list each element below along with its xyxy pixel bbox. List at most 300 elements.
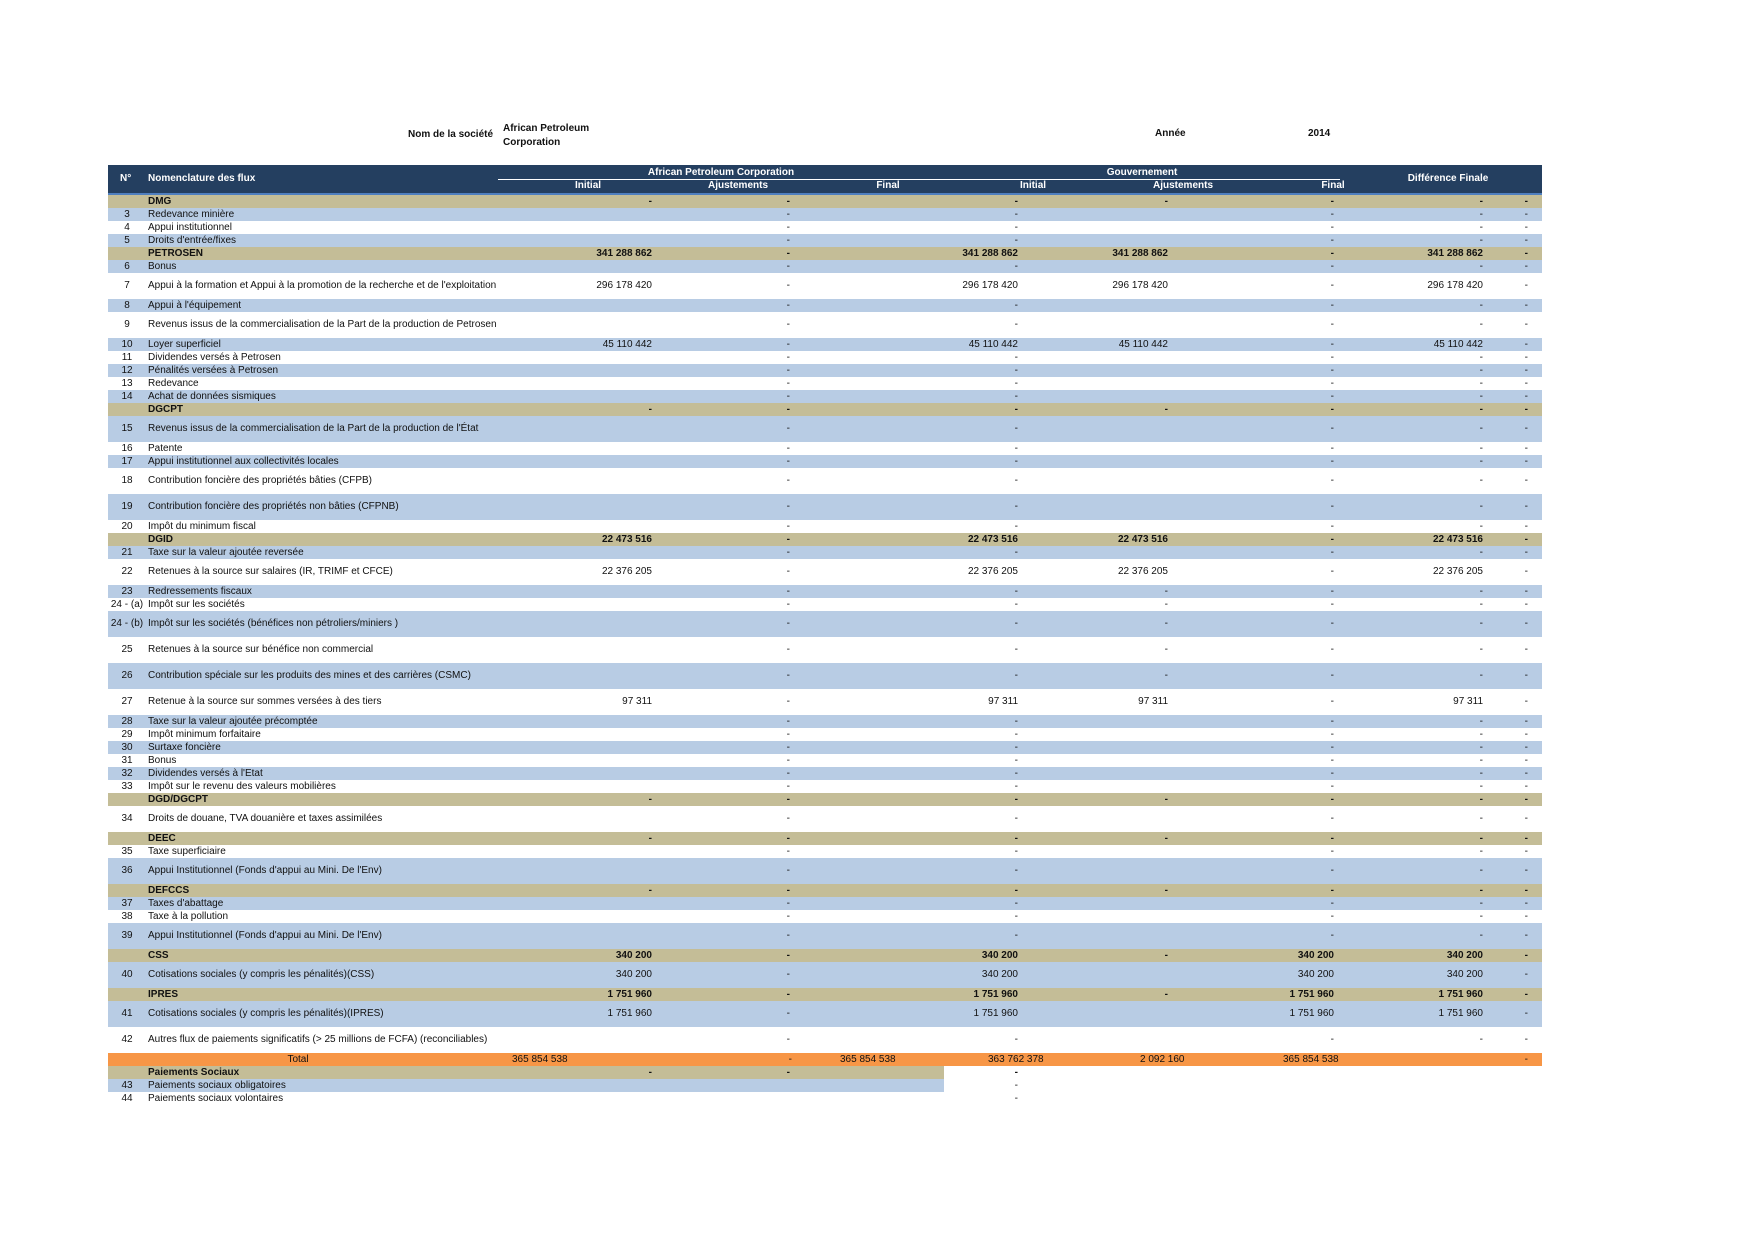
- cell-gov-ajustements: -: [1330, 566, 1334, 577]
- row-label: Taxe à la pollution: [148, 910, 229, 922]
- cell-difference-finale: -: [1524, 1008, 1528, 1019]
- cell-difference-finale: -: [1524, 793, 1528, 805]
- row-label: Appui à la formation et Appui à la promotion de la recherche et de l'exploitation: [148, 280, 497, 291]
- cell-gov-final: -: [1479, 754, 1483, 766]
- cell-gov-final: -: [1479, 598, 1483, 610]
- cell-difference-finale: -: [1524, 423, 1528, 434]
- cell-company-final: 365 854 538: [840, 1053, 896, 1065]
- cell-difference-finale: -: [1524, 566, 1528, 577]
- cell-gov-ajustements: -: [1330, 319, 1334, 330]
- row-label: Retenues à la source sur salaires (IR, TRIMF et CFCE): [148, 566, 393, 577]
- table-row: [108, 845, 1542, 858]
- cell-company-ajustements: -: [786, 234, 790, 246]
- table-row: [108, 754, 1542, 767]
- cell-gov-final: -: [1479, 299, 1483, 311]
- row-number: 12: [121, 364, 133, 376]
- cell-gov-initial: 22 376 205: [1117, 566, 1168, 577]
- row-label: Retenue à la source sur sommes versées à des tiers: [148, 696, 382, 707]
- cell-company-ajustements: -: [786, 533, 790, 545]
- row-number: 38: [121, 910, 133, 922]
- cell-company-ajustements: -: [786, 644, 790, 655]
- table-row: [108, 208, 1542, 221]
- cell-company-final: -: [1014, 585, 1018, 597]
- cell-company-initial: 45 110 442: [602, 338, 652, 350]
- cell-gov-ajustements: -: [1330, 754, 1334, 766]
- cell-gov-final: -: [1479, 910, 1483, 922]
- row-label: Appui à l'équipement: [148, 299, 242, 311]
- cell-difference-finale: -: [1524, 715, 1528, 727]
- cell-company-final: -: [1014, 741, 1018, 753]
- cell-gov-ajustements: -: [1330, 696, 1334, 707]
- table-row: [108, 299, 1542, 312]
- cell-company-final: -: [1014, 1034, 1018, 1045]
- header-company-ajustements: Ajustements: [707, 180, 768, 191]
- cell-company-initial: 340 200: [615, 969, 652, 980]
- cell-gov-final: -: [1479, 1034, 1483, 1045]
- row-number: 22: [121, 566, 133, 577]
- row-label: Taxe superficiaire: [148, 845, 226, 857]
- year-label: Année: [1155, 128, 1186, 139]
- cell-gov-ajustements: -: [1330, 715, 1334, 727]
- row-number: 18: [121, 475, 133, 486]
- table-body: [108, 195, 1542, 1105]
- cell-gov-final: -: [1479, 832, 1483, 844]
- cell-company-initial: -: [648, 793, 652, 805]
- row-label: CSS: [148, 949, 169, 961]
- section-row: [108, 884, 1542, 897]
- cell-difference-finale: -: [1524, 338, 1528, 350]
- table-row: [108, 520, 1542, 533]
- cell-difference-finale: -: [1524, 247, 1528, 259]
- cell-company-final: -: [1014, 897, 1018, 909]
- row-number: 15: [121, 423, 133, 434]
- row-number: 25: [121, 644, 133, 655]
- header-gov-ajustements: Ajustements: [1152, 180, 1213, 191]
- table-row: [108, 351, 1542, 364]
- cell-difference-finale: -: [1524, 670, 1528, 681]
- row-number: 33: [121, 780, 133, 792]
- cell-company-ajustements: -: [786, 865, 790, 876]
- cell-company-ajustements: -: [786, 195, 790, 207]
- row-label: Total: [287, 1053, 309, 1065]
- cell-gov-ajustements: -: [1330, 546, 1334, 558]
- row-number: 23: [121, 585, 133, 597]
- table-row: [108, 416, 1542, 442]
- company-label: Nom de la société: [408, 129, 494, 140]
- cell-company-final: -: [1014, 832, 1018, 844]
- cell-difference-finale: -: [1524, 234, 1528, 246]
- cell-gov-initial: -: [1164, 884, 1168, 896]
- cell-difference-finale: -: [1524, 585, 1528, 597]
- row-label: Bonus: [148, 754, 177, 766]
- cell-company-ajustements: -: [786, 585, 790, 597]
- cell-company-ajustements: -: [786, 299, 790, 311]
- cell-company-ajustements: -: [786, 949, 790, 961]
- cell-company-ajustements: -: [786, 793, 790, 805]
- row-number: 28: [121, 715, 133, 727]
- table-row: [108, 611, 1542, 637]
- cell-gov-ajustements: -: [1330, 670, 1334, 681]
- cell-difference-finale: -: [1524, 390, 1528, 402]
- cell-company-ajustements: -: [786, 247, 790, 259]
- cell-difference-finale: -: [1524, 533, 1528, 545]
- table-row: [108, 234, 1542, 247]
- cell-gov-final: -: [1479, 403, 1483, 415]
- cell-difference-finale: -: [1524, 364, 1528, 376]
- cell-gov-ajustements: -: [1330, 930, 1334, 941]
- row-number: 11: [121, 351, 133, 363]
- cell-company-ajustements: -: [786, 1008, 790, 1019]
- cell-gov-ajustements: -: [1330, 390, 1334, 402]
- header-group-company: African Petroleum Corporation: [498, 167, 944, 180]
- cell-company-final: -: [1014, 754, 1018, 766]
- cell-company-initial: -: [648, 1066, 652, 1078]
- cell-company-final: -: [1014, 618, 1018, 629]
- cell-difference-finale: -: [1524, 546, 1528, 558]
- cell-company-final: 97 311: [988, 696, 1018, 707]
- cell-gov-final: 45 110 442: [1433, 338, 1483, 350]
- cell-gov-initial: -: [1164, 644, 1168, 655]
- cell-gov-ajustements: -: [1330, 501, 1334, 512]
- cell-difference-finale: -: [1524, 455, 1528, 467]
- cell-company-ajustements: -: [786, 501, 790, 512]
- row-number: 42: [121, 1034, 133, 1045]
- cell-gov-final: -: [1479, 195, 1483, 207]
- cell-gov-ajustements: -: [1330, 780, 1334, 792]
- cell-difference-finale: -: [1524, 618, 1528, 629]
- section-row: [108, 195, 1542, 208]
- cell-company-initial: 341 288 862: [596, 247, 652, 259]
- row-label: Contribution foncière des propriétés bâties (CFPB): [148, 475, 372, 486]
- cell-company-ajustements: -: [786, 969, 790, 980]
- cell-company-ajustements: -: [786, 618, 790, 629]
- cell-company-ajustements: -: [786, 741, 790, 753]
- row-label: Redressements fiscaux: [148, 585, 252, 597]
- row-number: 19: [121, 501, 133, 512]
- row-number: 31: [121, 754, 133, 766]
- cell-company-final: -: [1014, 195, 1018, 207]
- cell-company-ajustements: -: [786, 338, 790, 350]
- row-number: 40: [121, 969, 133, 980]
- table-row: [108, 858, 1542, 884]
- row-number: 37: [121, 897, 133, 909]
- row-label: Dividendes versés à l'Etat: [148, 767, 263, 779]
- year-value: 2014: [1308, 128, 1331, 139]
- cell-company-initial: 1 751 960: [607, 1008, 652, 1019]
- cell-company-ajustements: -: [786, 403, 790, 415]
- row-label: Impôt sur les sociétés: [148, 598, 245, 610]
- cell-difference-finale: -: [1524, 969, 1528, 980]
- cell-difference-finale: -: [1524, 221, 1528, 233]
- cell-gov-ajustements: 1 751 960: [1289, 988, 1334, 1000]
- row-label: Impôt sur le revenu des valeurs mobilières: [148, 780, 336, 792]
- cell-gov-initial: 341 288 862: [1112, 247, 1168, 259]
- cell-company-ajustements: -: [786, 754, 790, 766]
- cell-company-final: 1 751 960: [973, 988, 1018, 1000]
- cell-company-ajustements: -: [786, 1066, 790, 1078]
- cell-company-final: -: [1014, 299, 1018, 311]
- cell-gov-final: 1 751 960: [1438, 988, 1483, 1000]
- cell-company-ajustements: -: [786, 475, 790, 486]
- cell-company-initial: 22 473 516: [601, 533, 652, 545]
- cell-gov-initial: -: [1164, 949, 1168, 961]
- cell-company-final: -: [1014, 319, 1018, 330]
- cell-company-final: -: [1014, 1066, 1018, 1078]
- cell-difference-finale: -: [1524, 475, 1528, 486]
- section-row: [108, 1066, 1542, 1079]
- row-label: Pénalités versées à Petrosen: [148, 364, 279, 376]
- cell-company-ajustements: -: [786, 670, 790, 681]
- row-label: Contribution spéciale sur les produits des mines et des carrières (CSMC): [148, 670, 471, 681]
- cell-company-final: -: [1014, 377, 1018, 389]
- cell-difference-finale: -: [1524, 832, 1528, 844]
- row-label: DEEC: [148, 832, 176, 844]
- cell-difference-finale: -: [1524, 520, 1528, 532]
- cell-company-final: 340 200: [981, 969, 1018, 980]
- section-row: [108, 988, 1542, 1001]
- cell-difference-finale: -: [1524, 208, 1528, 220]
- cell-company-initial: -: [648, 884, 652, 896]
- cell-gov-final: -: [1479, 423, 1483, 434]
- cell-gov-initial: 296 178 420: [1112, 280, 1168, 291]
- cell-gov-initial: -: [1164, 403, 1168, 415]
- cell-company-final: -: [1014, 780, 1018, 792]
- row-number: 24 - (a): [110, 598, 144, 610]
- cell-company-final: -: [1014, 221, 1018, 233]
- cell-company-final: -: [1014, 845, 1018, 857]
- cell-difference-finale: -: [1524, 1034, 1528, 1045]
- cell-gov-ajustements: -: [1330, 865, 1334, 876]
- cell-company-final: -: [1014, 1079, 1018, 1091]
- cell-company-ajustements: -: [786, 884, 790, 896]
- row-number: 21: [121, 546, 133, 558]
- table-row: [108, 455, 1542, 468]
- cell-company-final: -: [1014, 546, 1018, 558]
- cell-difference-finale: -: [1524, 988, 1528, 1000]
- row-label: Appui Institutionnel (Fonds d'appui au Mini. De l'Env): [148, 865, 382, 876]
- cell-company-final: -: [1014, 598, 1018, 610]
- cell-gov-initial: -: [1164, 793, 1168, 805]
- cell-company-initial: 365 854 538: [512, 1053, 568, 1065]
- cell-gov-final: -: [1479, 780, 1483, 792]
- cell-company-final: -: [1014, 390, 1018, 402]
- cell-gov-final: 365 854 538: [1283, 1053, 1339, 1065]
- row-number: 10: [121, 338, 133, 350]
- cell-gov-ajustements: -: [1330, 832, 1334, 844]
- row-label: DGID: [148, 533, 173, 545]
- cell-company-ajustements: -: [786, 715, 790, 727]
- row-label: Bonus: [148, 260, 177, 272]
- cell-gov-ajustements: -: [1330, 845, 1334, 857]
- table-row: [108, 1001, 1542, 1027]
- cell-company-final: -: [1014, 475, 1018, 486]
- cell-company-ajustements: -: [788, 1053, 792, 1065]
- table-row: [108, 364, 1542, 377]
- cell-company-ajustements: -: [786, 780, 790, 792]
- cell-difference-finale: -: [1524, 728, 1528, 740]
- table-row: [108, 585, 1542, 598]
- row-label: Patente: [148, 442, 183, 454]
- row-number: 7: [124, 280, 130, 291]
- table-row: [108, 637, 1542, 663]
- table-row: [108, 377, 1542, 390]
- cell-company-ajustements: -: [786, 728, 790, 740]
- cell-company-final: 340 200: [981, 949, 1018, 961]
- row-number: 34: [121, 813, 133, 824]
- cell-gov-ajustements: -: [1330, 644, 1334, 655]
- row-label: DMG: [148, 195, 172, 207]
- header-difference: Différence Finale: [1407, 173, 1489, 184]
- row-label: Dividendes versés à Petrosen: [148, 351, 281, 363]
- cell-difference-finale: -: [1524, 949, 1528, 961]
- row-number: 44: [121, 1092, 133, 1104]
- cell-company-final: 45 110 442: [968, 338, 1018, 350]
- row-label: Impôt du minimum fiscal: [148, 520, 256, 532]
- row-number: 20: [121, 520, 133, 532]
- cell-company-final: -: [1014, 364, 1018, 376]
- table-row: [108, 897, 1542, 910]
- cell-difference-finale: -: [1524, 501, 1528, 512]
- table-row: [108, 767, 1542, 780]
- cell-gov-initial: 97 311: [1138, 696, 1168, 707]
- cell-gov-final: 97 311: [1453, 696, 1483, 707]
- cell-company-final: -: [1014, 715, 1018, 727]
- table-row: [108, 442, 1542, 455]
- cell-company-ajustements: -: [786, 696, 790, 707]
- cell-gov-initial: -: [1164, 598, 1168, 610]
- cell-company-ajustements: -: [786, 455, 790, 467]
- cell-company-final: -: [1014, 644, 1018, 655]
- row-label: Cotisations sociales (y compris les pénalités)(CSS): [148, 969, 375, 980]
- row-label: Taxe sur la valeur ajoutée précomptée: [148, 715, 318, 727]
- cell-company-ajustements: -: [786, 208, 790, 220]
- cell-gov-ajustements: -: [1330, 280, 1334, 291]
- table-row: [108, 312, 1542, 338]
- cell-gov-final: -: [1479, 221, 1483, 233]
- row-number: 36: [121, 865, 133, 876]
- header-num: N°: [120, 173, 132, 184]
- cell-company-ajustements: -: [786, 845, 790, 857]
- cell-company-initial: 97 311: [622, 696, 652, 707]
- cell-company-final: 296 178 420: [962, 280, 1018, 291]
- cell-company-final: 22 376 205: [967, 566, 1018, 577]
- cell-gov-ajustements: 340 200: [1297, 949, 1334, 961]
- row-label: Revenus issus de la commercialisation de la Part de la production de Petrosen: [148, 319, 497, 330]
- row-label: Paiements sociaux volontaires: [148, 1092, 284, 1104]
- row-number: 4: [124, 221, 130, 233]
- cell-company-ajustements: -: [786, 930, 790, 941]
- cell-company-ajustements: -: [786, 546, 790, 558]
- cell-gov-final: -: [1479, 813, 1483, 824]
- cell-gov-final: -: [1479, 319, 1483, 330]
- row-label: Droits de douane, TVA douanière et taxes assimilées: [148, 813, 383, 824]
- cell-gov-initial: -: [1164, 832, 1168, 844]
- cell-gov-ajustements: -: [1330, 403, 1334, 415]
- row-number: 13: [121, 377, 133, 389]
- cell-difference-finale: -: [1524, 754, 1528, 766]
- row-number: 27: [121, 696, 133, 707]
- cell-gov-ajustements: -: [1330, 598, 1334, 610]
- cell-company-ajustements: -: [786, 813, 790, 824]
- row-label: DGCPT: [148, 403, 183, 415]
- cell-company-ajustements: -: [786, 260, 790, 272]
- cell-gov-final: 1 751 960: [1438, 1008, 1483, 1019]
- row-label: Loyer superficiel: [148, 338, 221, 350]
- cell-company-final: -: [1014, 520, 1018, 532]
- table-row: [108, 338, 1542, 351]
- cell-difference-finale: -: [1524, 280, 1528, 291]
- cell-gov-final: -: [1479, 351, 1483, 363]
- cell-gov-final: -: [1479, 501, 1483, 512]
- cell-gov-ajustements: -: [1330, 377, 1334, 389]
- cell-gov-initial: -: [1164, 988, 1168, 1000]
- header-company-final: Final: [876, 180, 900, 191]
- cell-company-ajustements: -: [786, 442, 790, 454]
- cell-gov-initial: 363 762 378: [988, 1053, 1044, 1065]
- cell-company-final: 341 288 862: [962, 247, 1018, 259]
- cell-company-ajustements: -: [786, 221, 790, 233]
- cell-company-initial: 296 178 420: [596, 280, 652, 291]
- table-row: [108, 715, 1542, 728]
- cell-gov-ajustements: -: [1330, 260, 1334, 272]
- cell-company-ajustements: -: [786, 520, 790, 532]
- table-row: [108, 910, 1542, 923]
- cell-gov-final: -: [1479, 715, 1483, 727]
- cell-gov-ajustements: -: [1330, 728, 1334, 740]
- cell-company-final: 22 473 516: [967, 533, 1018, 545]
- cell-difference-finale: -: [1524, 195, 1528, 207]
- cell-company-initial: -: [648, 403, 652, 415]
- cell-gov-final: -: [1479, 260, 1483, 272]
- cell-company-final: -: [1014, 234, 1018, 246]
- cell-gov-final: 296 178 420: [1427, 280, 1483, 291]
- row-number: 43: [121, 1079, 133, 1091]
- cell-gov-final: -: [1479, 884, 1483, 896]
- cell-gov-final: -: [1479, 793, 1483, 805]
- cell-company-initial: -: [648, 832, 652, 844]
- row-number: 30: [121, 741, 133, 753]
- cell-gov-ajustements: -: [1330, 585, 1334, 597]
- row-label: Surtaxe foncière: [148, 741, 221, 753]
- row-number: 3: [124, 208, 130, 220]
- cell-company-ajustements: -: [786, 988, 790, 1000]
- table-row: [108, 923, 1542, 949]
- cell-company-final: -: [1014, 813, 1018, 824]
- cell-gov-ajustements: -: [1330, 208, 1334, 220]
- row-label: Paiements Sociaux: [148, 1066, 240, 1078]
- cell-company-ajustements: -: [786, 390, 790, 402]
- cell-gov-initial: -: [1164, 195, 1168, 207]
- cell-difference-finale: -: [1524, 696, 1528, 707]
- table-row: [108, 728, 1542, 741]
- cell-gov-final: 340 200: [1446, 969, 1483, 980]
- cell-gov-final: 341 288 862: [1427, 247, 1483, 259]
- row-number: 14: [121, 390, 133, 402]
- cell-gov-final: 340 200: [1446, 949, 1483, 961]
- row-number: 32: [121, 767, 133, 779]
- cell-company-initial: -: [648, 195, 652, 207]
- cell-gov-ajustements: -: [1330, 234, 1334, 246]
- cell-gov-ajustements: -: [1330, 533, 1334, 545]
- cell-gov-ajustements: -: [1330, 910, 1334, 922]
- row-number: 26: [121, 670, 133, 681]
- cell-company-final: -: [1014, 884, 1018, 896]
- table-header: [108, 165, 1542, 195]
- table-row: [108, 598, 1542, 611]
- header-gov-final: Final: [1321, 180, 1345, 191]
- row-label: Impôt sur les sociétés (bénéfices non pétroliers/miniers ): [148, 618, 399, 629]
- table-row: [108, 468, 1542, 494]
